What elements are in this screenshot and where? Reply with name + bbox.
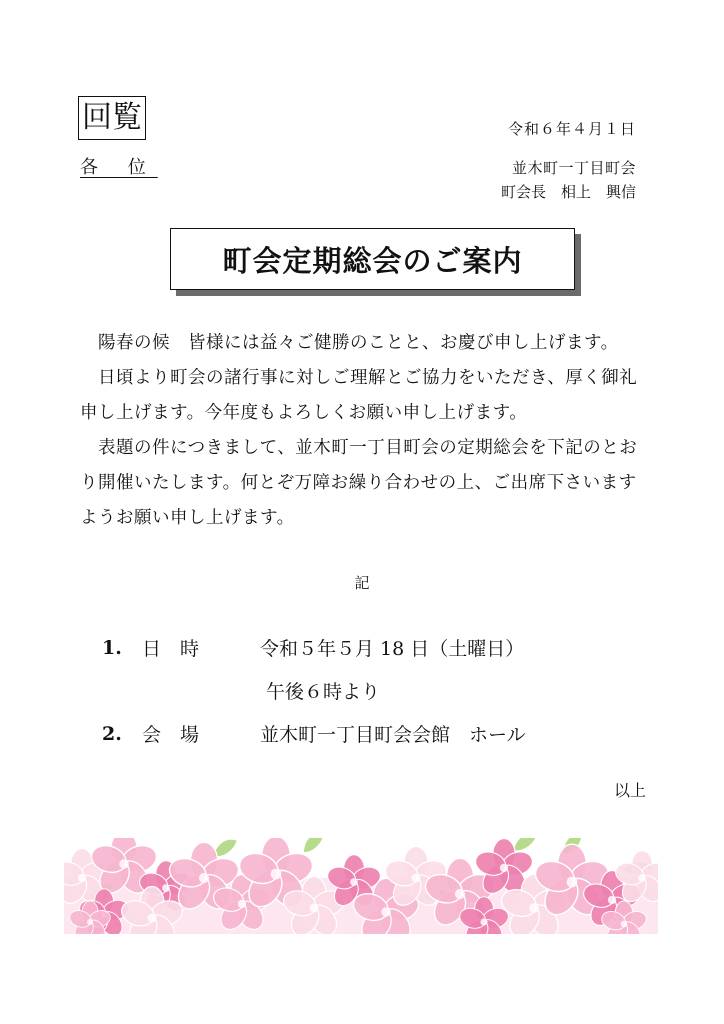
blossom-center — [350, 878, 358, 886]
blossom-center — [238, 900, 246, 908]
blossom-center — [199, 873, 209, 883]
blossom-center — [148, 914, 157, 923]
blossom-center — [500, 864, 508, 872]
title-box — [170, 228, 575, 290]
blossom-center — [271, 869, 282, 880]
leaf-icon — [299, 838, 328, 854]
detail-value: 令和５年５月 18 日（土曜日） — [260, 638, 525, 660]
blossom-center — [78, 874, 86, 882]
detail-row-venue — [102, 712, 526, 755]
blossom-center — [162, 884, 170, 892]
blossom-center — [567, 877, 578, 888]
detail-label: 日 時 — [142, 638, 200, 660]
detail-row-time — [102, 669, 526, 712]
body-paragraph-3: 表題の件につきまして、並木町一丁目町会の定期総会を下記のとおり開催いたします。何とぞ万障お繰り合わせの上、ご出席下さいますようお願い申し上げます。 — [80, 438, 638, 528]
addressee: 各 位 — [80, 157, 158, 178]
blossom-center — [381, 907, 391, 917]
detail-number: 2. — [102, 722, 122, 745]
blossom-center — [480, 918, 487, 925]
detail-label: 会 場 — [142, 724, 200, 746]
detail-number: 1. — [102, 636, 122, 659]
closing-mark: 以上 — [613, 781, 646, 800]
blossom-center — [310, 904, 319, 913]
detail-row-datetime — [102, 626, 526, 669]
chairperson-name: 町会長 相上 興信 — [500, 183, 636, 201]
blossom-center — [455, 889, 465, 899]
detail-value: 並木町一丁目町会会館 ホール — [260, 724, 526, 746]
blossom-center — [621, 921, 628, 928]
blossom-center — [412, 874, 421, 883]
organization-name: 並木町一丁目町会 — [511, 159, 636, 177]
notice-body — [80, 326, 646, 536]
body-paragraph-1: 陽春の候 皆様には益々ご健勝のことと、お慶び申し上げます。 — [80, 333, 619, 353]
details-list — [102, 626, 526, 755]
blossom-center — [119, 859, 129, 869]
detail-value: 午後６時より — [260, 681, 381, 703]
circulation-stamp: 回覧 — [78, 96, 146, 140]
ki-heading: 記 — [354, 574, 370, 592]
blossom-center — [638, 874, 646, 882]
body-paragraph-2: 日頃より町会の諸行事に対しご理解とご協力をいただき、厚く御礼申し上げます。今年度もよろしくお願い申し上げます。 — [80, 368, 638, 423]
blossom-center — [529, 903, 539, 913]
issue-date: 令和６年４月１日 — [507, 120, 636, 138]
blossom-center — [608, 896, 616, 904]
blossom-center — [87, 919, 93, 925]
cherry-blossom-border — [64, 838, 658, 934]
page-title: 町会定期総会のご案内 — [222, 243, 523, 278]
